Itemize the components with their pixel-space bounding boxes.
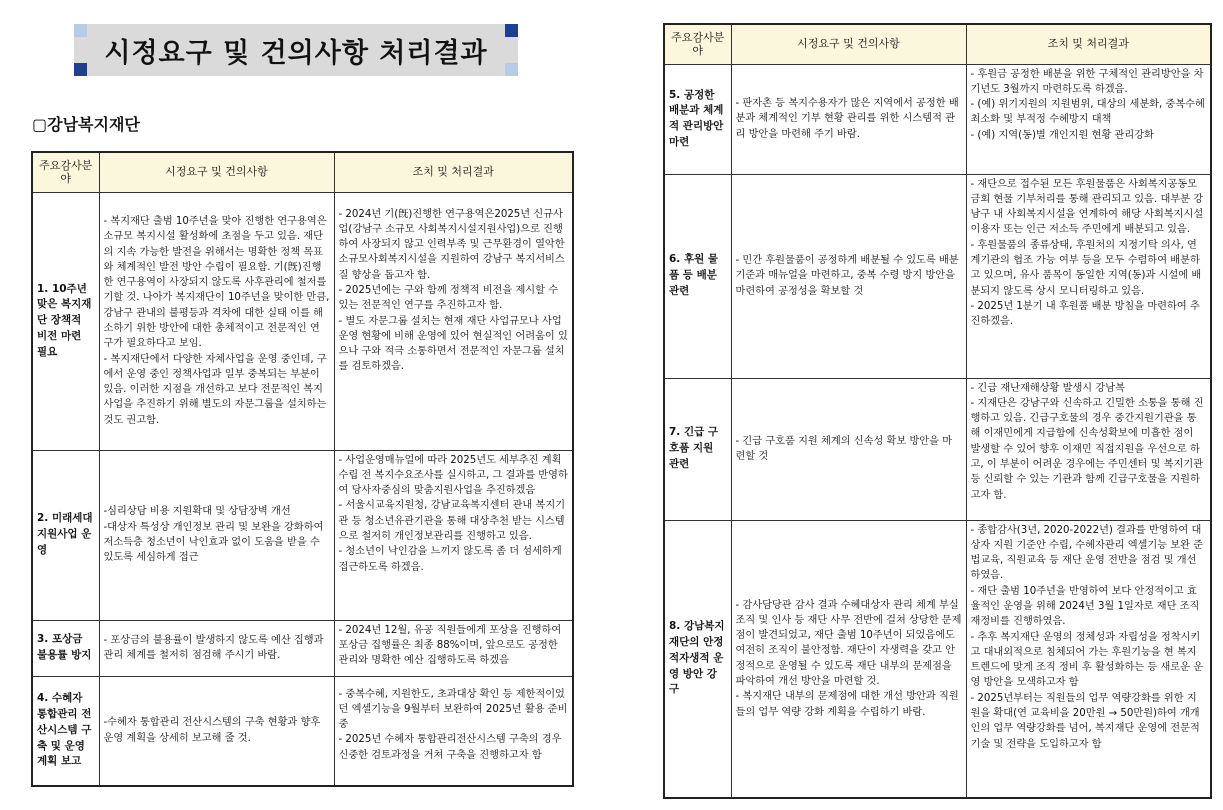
row-category: 8. 강남복지재단의 안정적자생적 운영 방안 강구 — [664, 520, 731, 798]
result-item: - 재단 출범 10주년을 반영하여 보다 안정적이고 효율적인 운영을 위해 2024년 3월 1일자로 재단 조직 재정비를 진행하였음. — [970, 585, 1200, 628]
row-result — [334, 620, 573, 676]
table-row — [32, 620, 573, 676]
table-row — [32, 676, 573, 786]
row-result — [966, 520, 1211, 798]
decor-square-icon — [74, 63, 87, 76]
row-category: 2. 미래세대 지원사업 운영 — [32, 450, 99, 620]
row-result — [966, 174, 1211, 378]
row-category: 3. 포상금 불용률 방지 — [32, 620, 99, 676]
row-request: - 포상금의 불용률이 발생하지 않도록 예산 집행과 관리 체계를 철저히 점검해 주시기 바람. — [99, 620, 334, 676]
result-item: - 추후 복지재단 운영의 정체성과 자립성을 정착시키고 대내외적으로 침체되어 가는 후원기능을 현 복지 트렌드에 맞게 조직 정비 후 활성화하는 등 새로운 운영 방안을 모색하고자 함 — [970, 631, 1204, 689]
result-item: - 중복수혜, 지원한도, 초과대상 확인 등 제한적이었던 엑셀기능을 9월부터 보완하여 2025년 활용 준비 중 — [338, 688, 568, 731]
header-category: 주요감사분 야 — [32, 152, 99, 192]
header-request: 시정요구 및 건의사항 — [99, 152, 334, 192]
result-item: - 2025년 수혜자 통합관리전산시스템 구축의 경우 신중한 검토과정을 거쳐 구축을 진행하고자 함 — [338, 734, 562, 761]
row-request: -심리상담 비용 지원확대 및 상담장벽 개선 -대상자 특성상 개인정보 관리 및 보완을 강화하여 저소득층 청소년이 낙인효과 없이 도움을 받을 수 있도록 세심하게 접근 — [99, 450, 334, 620]
table-row — [32, 450, 573, 620]
row-result — [334, 450, 573, 620]
table-row — [32, 192, 573, 450]
row-request: - 긴급 구호품 지원 체계의 신속성 확보 방안을 마련할 것 — [731, 378, 966, 520]
page-title: 시정요구 및 건의사항 처리결과 — [104, 37, 488, 69]
row-result — [966, 64, 1211, 174]
row-category: 1. 10주년 맞은 복지재단 장책적 비전 마련 필요 — [32, 192, 99, 450]
row-request: - 복지재단 출범 10주년을 맞아 진행한 연구용역은 소규모 복지시설 활성화에 초점을 두고 있음. 재단의 지속 가능한 발전을 위해서는 명확한 정책 목표와 체계적인 발전 방안 수립이 필요함. 기(旣)진행한 연구용역이 사장되지 않도록 사후관리에 철저를 기할 것. 나아가 복지재단이 10주년을 맞이한 만큼, 강남구 관내의 불평등과 격차에 대한 실태 이를 해소하기 위한 방안에 대한 총체적이고 전문적인 연구가 필요하다고 보임. - 복지재단에서 다양한 자체사업을 운영 중인데, 구에서 운영 중인 정책사업과 일부 중복되는 부분이 있음. 이러한 지점을 개선하고 보다 전문적인 복지사업을 추진하기 위해 별도의 자문그룹을 설치하는 것도 권고함. — [99, 192, 334, 450]
section-heading: ▢강남복지재단 — [32, 115, 140, 134]
result-item: - 청소년이 낙인감을 느끼지 않도록 좀 더 섬세하게 접근하도록 하겠음. — [338, 546, 562, 573]
result-item: - (예) 위기지원의 지원범위, 대상의 세분화, 중복수혜최소화 및 부적정 수혜방지 대책 — [970, 99, 1205, 126]
header-result: 조치 및 처리결과 — [334, 152, 573, 192]
title-banner — [74, 24, 518, 76]
left-audit-table — [31, 151, 574, 787]
table-row — [664, 64, 1211, 174]
result-item: - 2025년 1분기 내 후원품 배분 방침을 마련하여 추진하겠음. — [970, 300, 1200, 328]
table-header-row — [664, 24, 1211, 64]
header-request: 시정요구 및 건의사항 — [731, 24, 966, 64]
right-audit-table — [663, 23, 1212, 799]
table-row — [664, 174, 1211, 378]
row-category: 5. 공정한 배분과 체계적 관리방안 마련 — [664, 64, 731, 174]
row-category: 6. 후원 물품 등 배분 관련 — [664, 174, 731, 378]
row-request: - 판자촌 등 복지수용자가 많은 지역에서 공정한 배분과 체계적인 기부 현황 관리를 위한 시스템적 관리 방안을 마련해 주기 바람. — [731, 64, 966, 174]
result-item: - 2025년부터는 직원들의 업무 역량강화를 위한 지원을 확대(연 교육비을 20만원 → 50만원)하여 개개인의 업무 역량강화를 넘어, 복지재단 운영에 전문적 기술 및 전략을 도입하고자 함 — [970, 692, 1200, 750]
result-item: - 후원금 공정한 배분을 위한 구체적인 관리방안을 차기년도 3월까지 마련하도록 하겠음. — [970, 68, 1204, 95]
result-item: - 서울시교육지원청, 강남교육복지센터 관내 복지기관 등 청소년유관기관을 통해 대상추천 받는 시스템으로 철저히 개인정보관리를 진행하고 있음. — [338, 500, 566, 542]
row-result — [334, 192, 573, 450]
result-item: - 2025년에는 구와 함께 정책적 비전을 제시할 수 있는 전문적인 연구를 추진하고자 함. — [338, 284, 559, 312]
table-row — [664, 378, 1211, 520]
row-result — [966, 378, 1211, 520]
row-result — [334, 676, 573, 786]
result-item: - 사업운영매뉴얼에 따라 2025년도 세부추진 계획 수립 전 복지수요조사를 실시하고, 그 결과를 반영하여 당사자중심의 맞춤지원사업을 추진하겠음 — [338, 454, 568, 497]
result-item: - 지재단은 강남구와 신속하고 긴밀한 소통을 통해 진행하고 있음. 긴급구호물의 경우 중간지원기관을 통해 이재민에게 지급함에 신속성확보에 미흡한 점이 발생할 수 있어 향후 이재민 직접지원을 우선으로 하고, 이 부분이 어려운 경우에는 주민센터 및 복지기관 등 신뢰할 수 있는 기관과 함께 긴급구호물을 지원하고자 함. — [970, 397, 1204, 501]
decor-square-icon — [505, 24, 518, 37]
row-category: 4. 수혜자 통합관리 전산시스템 구축 및 운영 계획 보고 — [32, 676, 99, 786]
decor-square-icon — [505, 63, 518, 76]
result-item: - 2024년 기(旣)진행한 연구용역은2025년 신규사업(강남구 소규모 사회복지시설지원사업)으로 진행하여 사장되지 않고 인력부족 및 근무환경이 열악한 소규모사회복지시설을 지원하여 강남구 복지서비스 질 향상을 돕고자 함. — [338, 208, 565, 281]
result-item: - 긴급 재난재해상황 발생시 강남복 — [970, 382, 1125, 394]
header-result: 조치 및 처리결과 — [966, 24, 1211, 64]
row-request: - 민간 후원물품이 공정하게 배분될 수 있도록 배분 기준과 매뉴얼을 마련하고, 중복 수령 방지 방안을 마련하여 공정성을 확보할 것 — [731, 174, 966, 378]
result-item: - 2024년 12월, 유공 직원들에게 포상을 진행하여 포상금 집행률은 최종 88%이며, 앞으로도 공정한 관리와 명확한 예산 집행하도록 하겠음 — [338, 624, 562, 667]
result-item: - (예) 지역(동)별 개인지원 현황 관리강화 — [970, 129, 1154, 141]
table-header-row — [32, 152, 573, 192]
row-request: -수혜자 통합관리 전산시스템의 구축 현황과 향후 운영 계획을 상세히 보고해 줄 것. — [99, 676, 334, 786]
result-item: - 재단으로 접수된 모든 후원물품은 사회복지공동모금회 현물 기부처리를 통해 관리되고 있음. 대부분 강남구 내 사회복지시설을 연계하여 해당 사회복지시설 이용자 또는 인근 저소득 주민에게 배분되고 있음. — [970, 178, 1204, 236]
header-category: 주요감사분 야 — [664, 24, 731, 64]
result-item: - 종합감사(3년, 2020-2022년) 결과를 반영하여 대상자 지원 기준안 수립, 수혜자관리 엑셀기능 보완 준법교육, 직원교육 등 재단 운영 전반을 점검 및 개선하였음. — [970, 524, 1204, 582]
row-request: - 감사담당관 감사 결과 수혜대상자 관리 체계 부실 조직 및 인사 등 재단 사무 전반에 걸쳐 상당한 문제점이 발견되었고, 재단 출범 10주년이 되었음에도 여전히 조직이 불안정함. 재단이 자생력을 갖고 안정적으로 운영될 수 있도록 재단 내부의 문제점을 파악하여 개선 방안을 마련할 것. - 복지재단 내부의 문제점에 대한 개선 방안과 직원들의 업무 역량 강화 계획을 수립하기 바람. — [731, 520, 966, 798]
result-item: - 별도 자문그룹 설치는 현재 재단 사업규모나 사업운영 현황에 비해 운영에 있어 현실적인 어려움이 있으나 구와 적극 소통하면서 전문적인 자문그룹 설치를 검토하겠음. — [338, 315, 568, 373]
result-item: - 후원물품의 종류상태, 후원처의 지정기탁 의사, 연계기관의 협조 가능 여부 등을 모두 수렴하여 배분하고 있으며, 유사 품목이 동일한 지역(동)과 시설에 배분되지 않도록 상시 모니터링하고 있음. — [970, 239, 1202, 297]
row-category: 7. 긴급 구호품 지원 관련 — [664, 378, 731, 520]
table-row — [664, 520, 1211, 798]
decor-square-icon — [74, 24, 87, 37]
